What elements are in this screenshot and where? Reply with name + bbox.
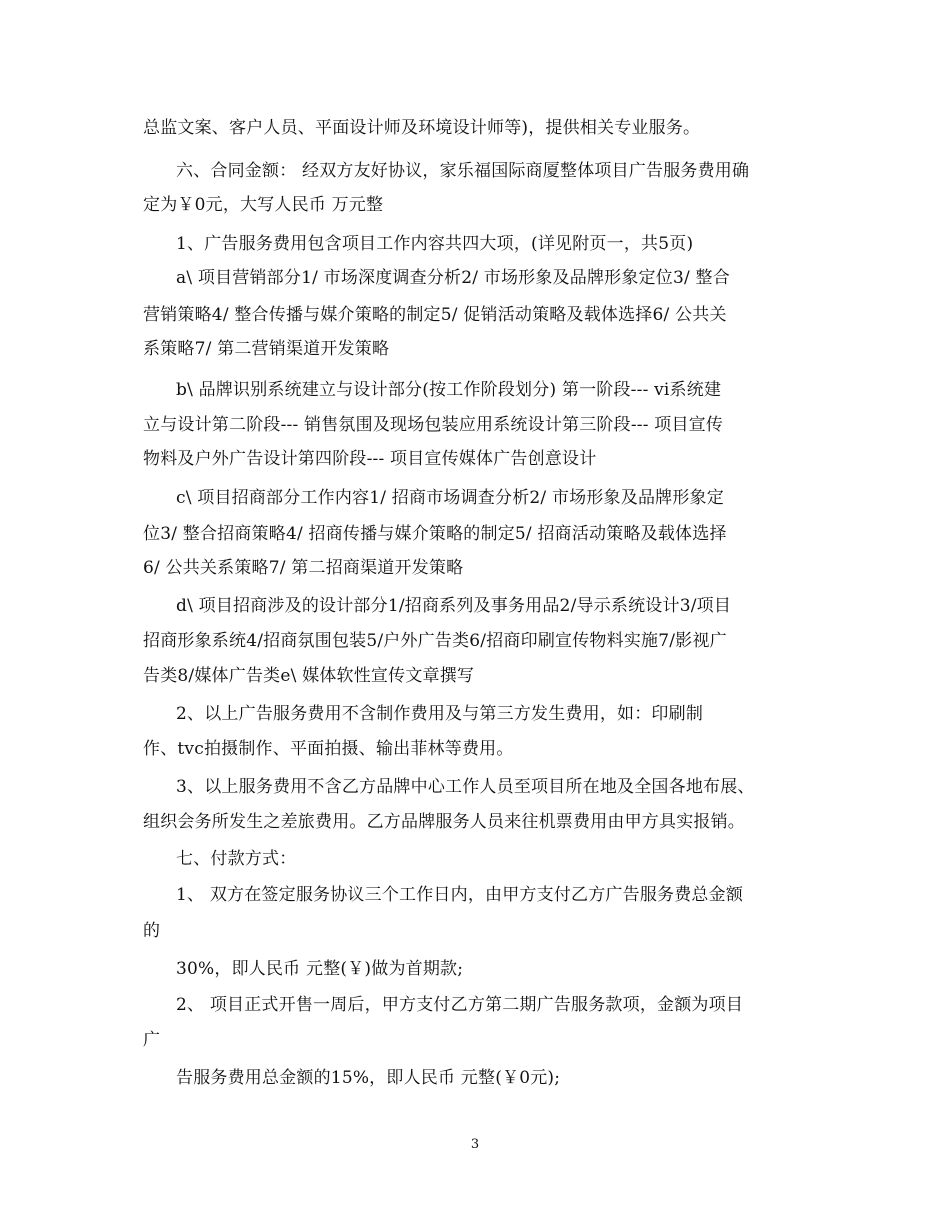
page-number: 3 — [470, 1137, 480, 1152]
text-line-14: d\ 项目招商涉及的设计部分1/招商系列及事务用品2/导示系统设计3/项目 — [176, 596, 732, 616]
text-line-26: 广 — [143, 1030, 161, 1050]
text-line-5: a\ 项目营销部分1/ 市场深度调查分析2/ 市场形象及品牌形象定位3/ 整合 — [176, 268, 730, 288]
text-line-1: 总监文案、客户人员、平面设计师及环境设计师等)，提供相关专业服务。 — [143, 118, 701, 138]
text-line-13: 6/ 公共关系策略7/ 第二招商渠道开发策略 — [143, 558, 464, 578]
text-line-9: 立与设计第二阶段--- 销售氛围及现场包装应用系统设计第三阶段--- 项目宣传 — [143, 415, 724, 435]
text-line-3: 定为￥0元，大写人民币 万元整 — [143, 195, 384, 215]
text-line-21: 七、付款方式： — [176, 849, 297, 869]
text-line-4: 1、广告服务费用包含项目工作内容共四大项，(详见附页一，共5页) — [176, 234, 694, 254]
text-line-8: b\ 品牌识别系统建立与设计部分(按工作阶段划分) 第一阶段--- vi系统建 — [176, 380, 722, 400]
text-line-22: 1、 双方在签定服务协议三个工作日内，由甲方支付乙方广告服务费总金额 — [176, 885, 744, 905]
text-line-7: 系策略7/ 第二营销渠道开发策略 — [143, 339, 390, 359]
text-line-12: 位3/ 整合招商策略4/ 招商传播与媒介策略的制定5/ 招商活动策略及载体选择 — [143, 524, 727, 544]
text-line-2: 六、合同金额： 经双方友好协议，家乐福国际商厦整体项目广告服务费用确 — [176, 161, 750, 181]
text-line-16: 告类8/媒体广告类e\ 媒体软性宣传文章撰写 — [143, 666, 475, 686]
text-line-20: 组织会务所发生之差旅费用。乙方品牌服务人员来往机票费用由甲方具实报销。 — [143, 812, 745, 832]
text-line-23: 的 — [143, 921, 161, 941]
text-line-10: 物料及户外广告设计第四阶段--- 项目宣传媒体广告创意设计 — [143, 449, 597, 469]
text-line-25: 2、 项目正式开售一周后，甲方支付乙方第二期广告服务款项，金额为项目 — [176, 995, 744, 1015]
text-line-11: c\ 项目招商部分工作内容1/ 招商市场调查分析2/ 市场形象及品牌形象定 — [176, 488, 724, 508]
text-line-19: 3、以上服务费用不含乙方品牌中心工作人员至项目所在地及全国各地布展、 — [176, 777, 755, 797]
text-line-17: 2、以上广告服务费用不含制作费用及与第三方发生费用，如：印刷制 — [176, 704, 704, 724]
text-line-24: 30%，即人民币 元整(￥)做为首期款; — [176, 959, 464, 979]
text-line-6: 营销策略4/ 整合传播与媒介策略的制定5/ 促销活动策略及载体选择6/ 公共关 — [143, 305, 727, 325]
text-line-18: 作、tvc拍摄制作、平面拍摄、输出菲林等费用。 — [143, 739, 514, 759]
text-line-27: 告服务费用总金额的15%，即人民币 元整(￥0元); — [176, 1068, 561, 1088]
text-line-15: 招商形象系统4/招商氛围包装5/户外广告类6/招商印刷宣传物料实施7/影视广 — [143, 631, 727, 651]
